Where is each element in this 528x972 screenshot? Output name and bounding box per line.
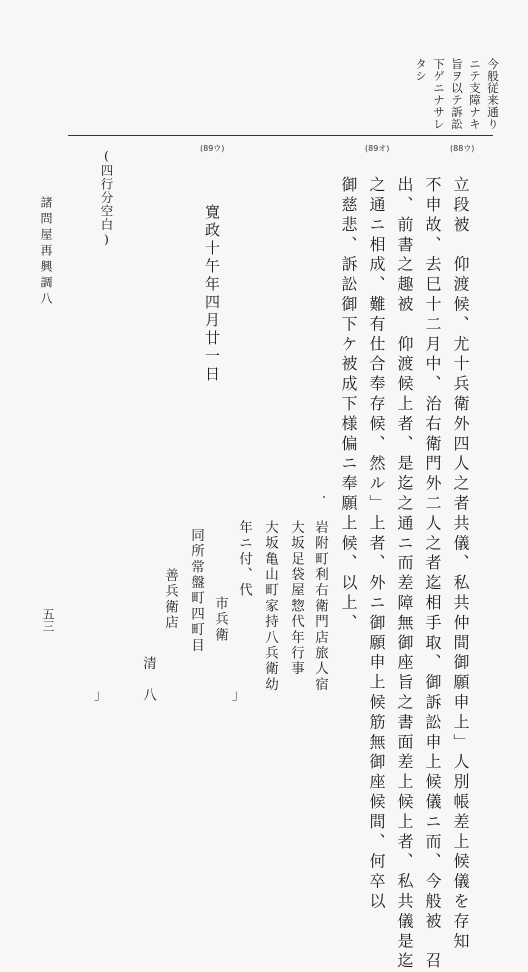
closing-bracket: 」 bbox=[232, 688, 246, 703]
signatory-address: 大坂亀山町家持八兵衛幼 bbox=[262, 520, 278, 693]
header-note-line: ニテ支障ナキ bbox=[468, 58, 482, 130]
header-note-line: 下ゲニナサレ bbox=[432, 58, 446, 130]
body-line: 出、前書之趣被 仰渡候上者、是迄之通ニ而差障無御座旨之書面差上候上者、私共儀是迄 bbox=[395, 176, 414, 972]
body-line: 立段被 仰渡候、尤十兵衛外四人之者共儀、私共仲間御願申上」人別帳差上候儀を存知 bbox=[451, 176, 470, 953]
document-date: 寛政十午年四月廿一日 bbox=[203, 204, 221, 384]
signatory-name: 清 八 bbox=[140, 656, 156, 704]
folio-marker: (89オ) bbox=[365, 144, 390, 153]
page-number: 五三 bbox=[41, 608, 55, 632]
signatory-address: 岩附町利右衛門店旅人宿 bbox=[312, 520, 328, 693]
ink-dot bbox=[323, 496, 325, 498]
header-note-line: 旨ヲ以テ訴訟 bbox=[450, 58, 464, 130]
series-title: 諸問屋再興調八 bbox=[39, 196, 53, 308]
body-line: 不申故、去巳十二月中、治右衛門外二人之者迄相手取、御訴訟申上候儀ニ而、今般被 召 bbox=[423, 176, 442, 972]
header-note-line: 今般従来通り bbox=[486, 58, 500, 130]
header-note-line: タシ bbox=[414, 58, 428, 82]
signatory-address: 大坂足袋屋惣代年行事 bbox=[288, 520, 304, 677]
body-line: 御慈悲、訴訟御下ケ被成下様偏ニ奉願上候、以上、 bbox=[339, 176, 358, 634]
header-rule bbox=[68, 135, 493, 136]
signatory-name: 市兵衛 bbox=[212, 596, 228, 644]
signatory-address: 善兵衛店 bbox=[162, 568, 178, 631]
folio-marker: (88ウ) bbox=[450, 144, 475, 153]
folio-marker: (89ウ) bbox=[200, 144, 225, 153]
closing-bracket: 」 bbox=[94, 688, 108, 703]
signatory-address: 同所常盤町四町目 bbox=[188, 528, 204, 654]
signatory-address: 年ニ付、代 bbox=[236, 520, 252, 599]
blank-lines-annotation: (四行分空白) bbox=[99, 148, 114, 248]
body-line: 之通ニ相成、難有仕合奉存候、然ル」上者、外ニ御願申上候筋無御座候間、何卒以 bbox=[367, 176, 386, 913]
